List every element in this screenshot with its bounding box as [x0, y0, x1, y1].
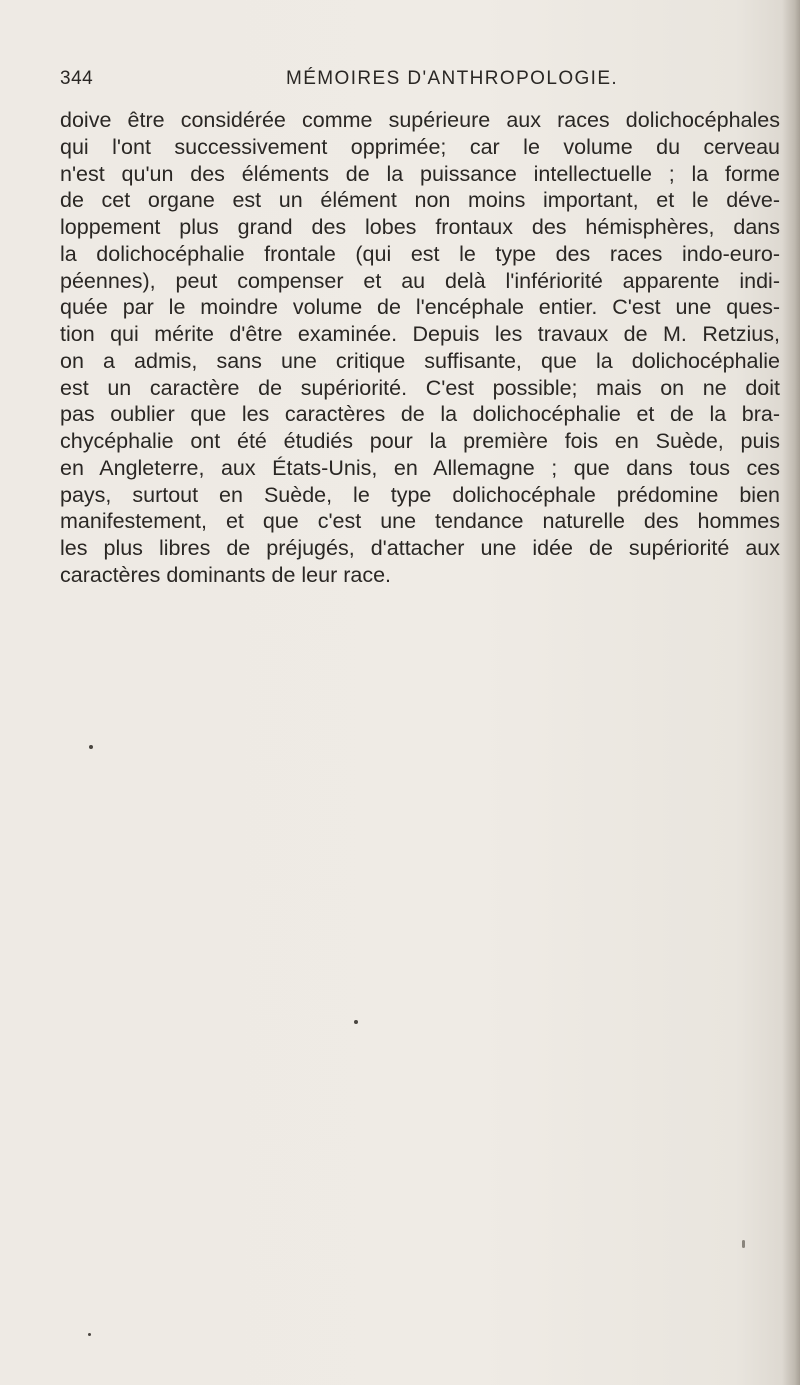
text-line: est un caractère de supériorité. C'est possible; mais on ne doit	[60, 375, 780, 400]
text-line: pas oublier que les caractères de la dolichocéphalie et de la bra-	[60, 402, 780, 427]
text-line: péennes), peut compenser et au delà l'infériorité apparente indi-	[60, 268, 780, 293]
text-line: manifestement, et que c'est une tendance naturelle des hommes	[60, 509, 780, 534]
paper-speck	[354, 1020, 358, 1024]
text-line: chycéphalie ont été étudiés pour la première fois en Suède, puis	[60, 429, 780, 453]
text-line: pays, surtout en Suède, le type dolichocéphale prédomine bien	[60, 482, 780, 507]
text-line: loppement plus grand des lobes frontaux des hémisphères, dans	[60, 215, 780, 239]
text-line: en Angleterre, aux États-Unis, en Allemagne ; que dans tous ces	[60, 455, 780, 480]
body-paragraph	[60, 107, 780, 589]
text-line: de cet organe est un élément non moins important, et le déve-	[60, 188, 780, 213]
text-line: n'est qu'un des éléments de la puissance intellectuelle ; la forme	[60, 161, 780, 186]
text-line: la dolichocéphalie frontale (qui est le type des races indo-euro-	[60, 241, 780, 266]
text-line: quée par le moindre volume de l'encéphale entier. C'est une ques-	[60, 295, 780, 320]
text-line: on a admis, sans une critique suffisante, que la dolichocéphalie	[60, 348, 780, 373]
page-edge-shadow	[782, 0, 800, 1385]
text-line: les plus libres de préjugés, d'attacher une idée de supériorité aux	[60, 536, 780, 560]
page-number: 344	[60, 68, 94, 89]
paper-speck	[88, 1333, 91, 1336]
text-line: caractères dominants de leur race.	[60, 562, 392, 587]
paper-speck	[89, 745, 93, 749]
text-line: qui l'ont successivement opprimée; car le volume du cerveau	[60, 134, 780, 159]
text-line: tion qui mérite d'être examinée. Depuis les travaux de M. Retzius,	[60, 322, 780, 346]
text-line: doive être considérée comme supérieure aux races dolichocéphales	[60, 108, 780, 132]
paper-speck	[742, 1240, 745, 1248]
page-header	[60, 68, 760, 102]
running-head: MÉMOIRES D'ANTHROPOLOGIE.	[286, 68, 619, 89]
